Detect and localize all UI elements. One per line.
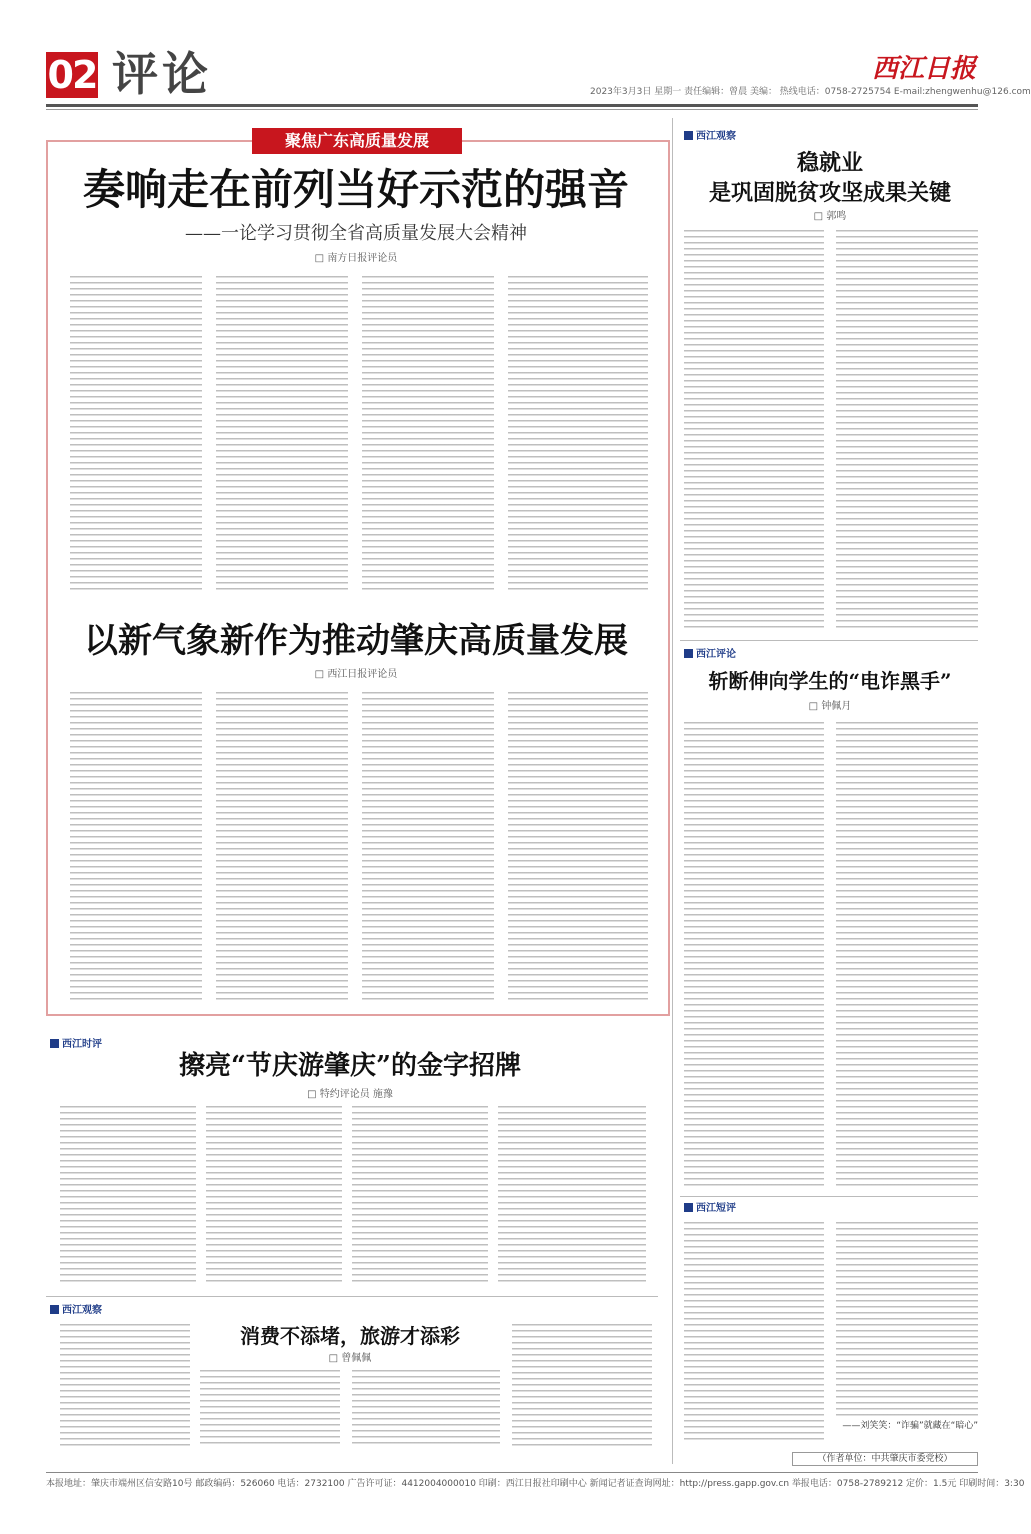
- article-text-column: [362, 692, 494, 1002]
- tag-label: 西江时评: [62, 1039, 102, 1050]
- tag-square-icon: [50, 1305, 59, 1314]
- tag-square-icon: [50, 1039, 59, 1048]
- employment-headline-1: 稳就业: [796, 150, 863, 176]
- article-text-column: [352, 1106, 488, 1284]
- article-text-column: [70, 276, 202, 594]
- article-text-column: [206, 1106, 342, 1284]
- article-text-column: [498, 1106, 646, 1284]
- newspaper-logo: 西江日报: [871, 54, 976, 84]
- employment-byline: □ 郭鸣: [680, 210, 980, 224]
- tag-label: 西江评论: [696, 649, 736, 660]
- article-text-column: [216, 692, 348, 1002]
- article-text-column: [216, 276, 348, 594]
- tag-square-icon: [684, 131, 693, 140]
- article-text-column: [508, 692, 648, 1002]
- article-text-column: [70, 692, 202, 1002]
- employment-headline-2: 是巩固脱贫攻坚成果关键: [708, 180, 951, 206]
- section-divider: [680, 1196, 978, 1197]
- column-tag: [684, 1202, 736, 1216]
- fraud-byline: □ 钟佩月: [680, 700, 980, 714]
- article-text-column: [60, 1324, 190, 1446]
- author-note: （作者单位：中共肇庆市委党校）: [792, 1452, 978, 1466]
- tag-label: 西江观察: [62, 1305, 102, 1316]
- section-title: 评论: [112, 47, 212, 101]
- article-text-column: [684, 722, 824, 1186]
- page-number: 02: [47, 53, 97, 97]
- column-divider: [672, 118, 673, 1464]
- section-divider: [46, 1296, 658, 1297]
- second-headline: 以新气象新作为推动肇庆高质量发展: [84, 621, 628, 661]
- tag-square-icon: [684, 649, 693, 658]
- tourism-byline: □ 曾佩佩: [200, 1352, 500, 1366]
- article-signoff: ——刘笑笑：“诈骗”就藏在“暗心”: [842, 1421, 978, 1431]
- section-divider: [680, 640, 978, 641]
- fraud-headline: 斩断伸向学生的“电诈黑手”: [708, 669, 952, 693]
- festival-byline: □ 特约评论员 施豫: [60, 1088, 640, 1102]
- article-text-column: [512, 1324, 652, 1446]
- topic-banner: 聚焦广东高质量发展: [252, 128, 462, 154]
- edition-meta: 2023年3月3日 星期一 责任编辑：曾晨 美编： 热线电话：0758-2725754 E-mail:zhengwenhu@126.com: [590, 87, 1031, 97]
- article-text-column: [352, 1370, 500, 1446]
- lead-byline: □ 南方日报评论员: [60, 252, 652, 266]
- header-rule: [46, 104, 978, 107]
- footer-rule: [46, 1472, 978, 1473]
- article-text-column: [508, 276, 648, 594]
- tag-label: 西江短评: [696, 1203, 736, 1214]
- article-text-column: [684, 1222, 824, 1440]
- tag-square-icon: [684, 1203, 693, 1212]
- article-text-column: [836, 1222, 978, 1418]
- article-text-column: [836, 722, 978, 1186]
- header-rule-thin: [46, 109, 978, 110]
- lead-headline: 奏响走在前列当好示范的强音: [82, 165, 629, 214]
- column-tag: [684, 130, 736, 144]
- article-text-column: [836, 230, 978, 628]
- article-text-column: [60, 1106, 196, 1284]
- article-text-column: [362, 276, 494, 594]
- column-tag: [684, 648, 736, 662]
- tag-label: 西江观察: [696, 131, 736, 142]
- lead-subtitle: ——一论学习贯彻全省高质量发展大会精神: [185, 223, 527, 244]
- festival-headline: 擦亮“节庆游肇庆”的金字招牌: [179, 1051, 521, 1081]
- footer-info: 本报地址：肇庆市端州区信安路10号 邮政编码：526060 电话：2732100 广告许可证：4412004000010 印刷：西江日报社印刷中心 新闻记者证查询网址：http://press.gapp.gov.cn 举报电话：0758-2789212 定价：1.5元 印刷时间：3:30: [46, 1479, 1025, 1489]
- column-tag: [50, 1304, 102, 1318]
- article-text-column: [684, 230, 824, 628]
- second-byline: □ 西江日报评论员: [60, 668, 652, 682]
- tourism-headline: 消费不添堵，旅游才添彩: [240, 1324, 460, 1348]
- article-text-column: [200, 1370, 340, 1446]
